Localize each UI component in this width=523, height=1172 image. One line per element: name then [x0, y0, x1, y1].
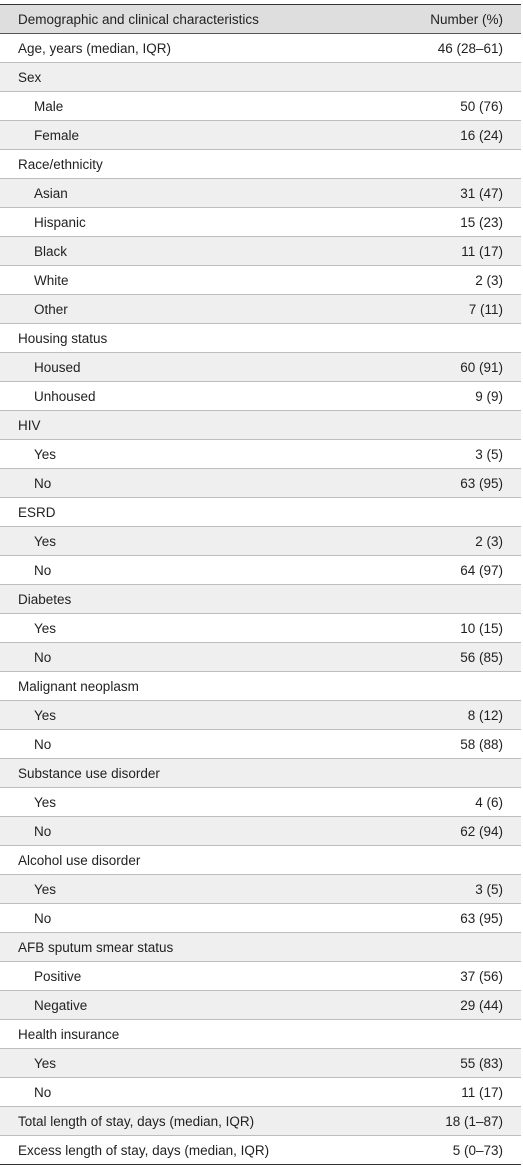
- table-row: [0, 295, 521, 324]
- table-row: [0, 382, 521, 411]
- table-row: [0, 469, 521, 498]
- row-label: Housing status: [18, 330, 108, 346]
- table-header-row: [0, 5, 521, 33]
- table-row: [0, 1078, 521, 1107]
- table-row: [0, 962, 521, 991]
- table-row: [0, 179, 521, 208]
- row-value: 11 (17): [461, 1084, 503, 1100]
- row-label: No: [34, 649, 52, 665]
- table-row: [0, 353, 521, 382]
- table-row: [0, 527, 521, 556]
- table-row: [0, 614, 521, 643]
- table-body: [0, 34, 521, 1165]
- row-label: HIV: [18, 417, 41, 433]
- row-label: ESRD: [18, 504, 56, 520]
- table-row: [0, 440, 521, 469]
- row-label: Yes: [34, 1055, 57, 1071]
- table-row: [0, 1107, 521, 1136]
- row-value: 50 (76): [460, 98, 503, 114]
- row-label: No: [34, 736, 52, 752]
- row-value: 64 (97): [460, 562, 503, 578]
- row-value: 46 (28–61): [437, 40, 503, 56]
- table-row: [0, 846, 521, 875]
- table-row: [0, 904, 521, 933]
- table-row: [0, 933, 521, 962]
- table-row: [0, 34, 521, 63]
- row-label: Total length of stay, days (median, IQR): [18, 1113, 255, 1129]
- characteristics-table: [0, 4, 521, 1165]
- table-row: [0, 121, 521, 150]
- row-label: Yes: [34, 794, 57, 810]
- row-label: No: [34, 910, 52, 926]
- row-label: No: [34, 562, 52, 578]
- row-value: 5 (0–73): [452, 1142, 503, 1158]
- table-row: [0, 1136, 521, 1165]
- row-value: 3 (5): [475, 446, 503, 462]
- row-value: 58 (88): [460, 736, 503, 752]
- row-value: 31 (47): [460, 185, 503, 201]
- row-label: Substance use disorder: [18, 765, 160, 781]
- row-label: Excess length of stay, days (median, IQR): [18, 1142, 270, 1158]
- row-label: Yes: [34, 446, 57, 462]
- row-value: 4 (6): [475, 794, 503, 810]
- row-label: AFB sputum smear status: [18, 939, 174, 955]
- row-value: 37 (56): [460, 968, 503, 984]
- row-value: 8 (12): [467, 707, 503, 723]
- row-value: 9 (9): [475, 388, 503, 404]
- row-value: 55 (83): [460, 1055, 503, 1071]
- row-label: Negative: [34, 997, 88, 1013]
- row-label: Black: [34, 243, 68, 259]
- row-label: No: [34, 823, 52, 839]
- row-label: Health insurance: [18, 1026, 120, 1042]
- row-label: Asian: [34, 185, 68, 201]
- row-label: Housed: [34, 359, 81, 375]
- row-label: White: [34, 272, 69, 288]
- table-row: [0, 643, 521, 672]
- row-value: 29 (44): [460, 997, 503, 1013]
- row-value: 2 (3): [475, 533, 503, 549]
- row-label: Unhoused: [34, 388, 96, 404]
- row-label: Yes: [34, 620, 57, 636]
- row-value: 63 (95): [460, 475, 503, 491]
- row-value: 16 (24): [460, 127, 503, 143]
- header-value: Number (%): [430, 11, 503, 27]
- row-value: 10 (15): [460, 620, 503, 636]
- table-row: [0, 730, 521, 759]
- row-value: 3 (5): [475, 881, 503, 897]
- header-label: Demographic and clinical characteristics: [18, 11, 259, 27]
- row-label: No: [34, 475, 52, 491]
- table-row: [0, 817, 521, 846]
- table-row: [0, 324, 521, 353]
- table-row: [0, 672, 521, 701]
- table-row: [0, 92, 521, 121]
- row-label: Diabetes: [18, 591, 72, 607]
- row-label: Malignant neoplasm: [18, 678, 139, 694]
- row-label: Female: [34, 127, 80, 143]
- row-value: 15 (23): [460, 214, 503, 230]
- row-label: Race/ethnicity: [18, 156, 103, 172]
- row-value: 7 (11): [468, 301, 503, 317]
- table-row: [0, 498, 521, 527]
- table-row: [0, 556, 521, 585]
- row-label: Hispanic: [34, 214, 86, 230]
- row-label: Other: [34, 301, 68, 317]
- table-row: [0, 411, 521, 440]
- table-row: [0, 266, 521, 295]
- table-row: [0, 788, 521, 817]
- row-value: 63 (95): [460, 910, 503, 926]
- table-row: [0, 150, 521, 179]
- table-row: [0, 237, 521, 266]
- table-row: [0, 875, 521, 904]
- table-row: [0, 991, 521, 1020]
- row-label: Age, years (median, IQR): [18, 40, 172, 56]
- table-row: [0, 208, 521, 237]
- row-value: 60 (91): [460, 359, 503, 375]
- row-value: 2 (3): [475, 272, 503, 288]
- row-value: 62 (94): [460, 823, 503, 839]
- row-label: Sex: [18, 69, 42, 85]
- row-value: 56 (85): [460, 649, 503, 665]
- row-label: Yes: [34, 533, 57, 549]
- table-row: [0, 585, 521, 614]
- row-label: Yes: [34, 707, 57, 723]
- table-row: [0, 701, 521, 730]
- row-label: Alcohol use disorder: [18, 852, 141, 868]
- row-label: No: [34, 1084, 52, 1100]
- table-row: [0, 1020, 521, 1049]
- table-row: [0, 759, 521, 788]
- row-label: Male: [34, 98, 64, 114]
- row-label: Yes: [34, 881, 57, 897]
- row-value: 18 (1–87): [445, 1113, 503, 1129]
- table-row: [0, 63, 521, 92]
- row-value: 11 (17): [461, 243, 503, 259]
- table-row: [0, 1049, 521, 1078]
- row-label: Positive: [34, 968, 82, 984]
